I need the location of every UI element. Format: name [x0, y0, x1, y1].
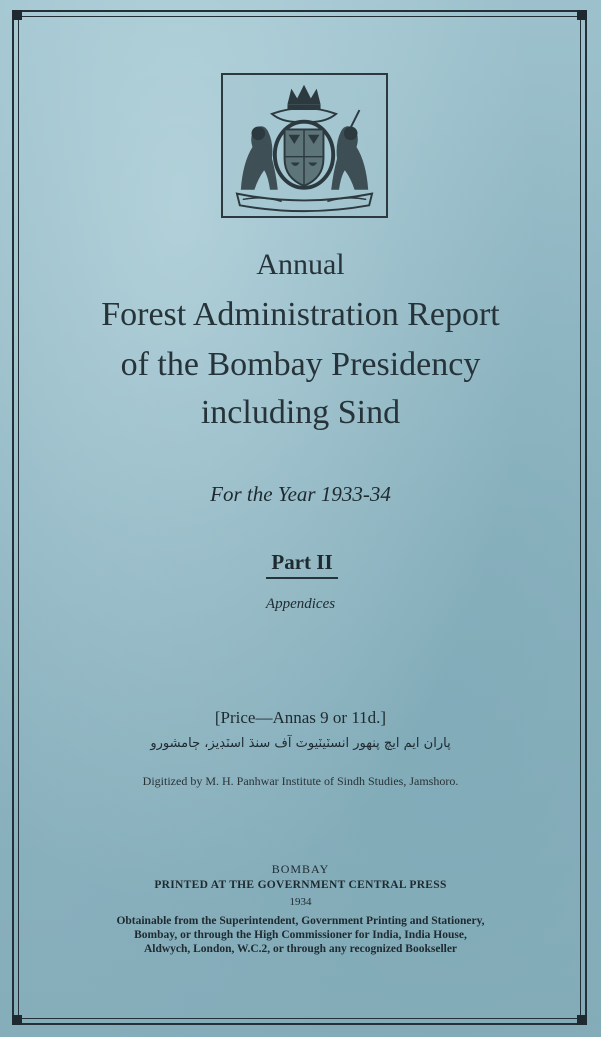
part-label: Part II — [271, 550, 333, 574]
obtainable-line-1: Obtainable from the Superintendent, Government Printing and Stationery, — [116, 915, 485, 927]
print-year: 1934 — [289, 896, 312, 908]
obtainable-line-2: Bombay, or through the High Commissioner for India, India House, — [134, 929, 467, 941]
place-of-printing: BOMBAY — [271, 862, 330, 876]
royal-coat-of-arms-crest — [221, 73, 388, 218]
price-line: [Price—Annas 9 or 11d.] — [214, 708, 387, 727]
title-line-sind: including Sind — [200, 394, 401, 431]
appendices-subtitle: Appendices — [265, 596, 336, 612]
report-year: For the Year 1933-34 — [210, 482, 391, 506]
corner-ornament — [577, 10, 587, 20]
printer-line: PRINTED AT THE GOVERNMENT CENTRAL PRESS — [154, 879, 447, 891]
corner-ornament — [12, 1015, 22, 1025]
title-line-annual: Annual — [256, 248, 345, 281]
obtainable-line-3: Aldwych, London, W.C.2, or through any recognized Bookseller — [143, 943, 458, 955]
corner-ornament — [577, 1015, 587, 1025]
title-line-presidency: of the Bombay Presidency — [120, 346, 481, 383]
digitized-by-line: Digitized by M. H. Panhwar Institute of Sindh Studies, Jamshoro. — [142, 774, 459, 788]
institute-stamp-sindhi: پاران ایم ایچ پنهور انسٽيٽيوٽ آف سنڌ اسٽڊيز، ڄامشورو — [150, 736, 451, 751]
corner-ornament — [12, 10, 22, 20]
title-line-report: Forest Administration Report — [101, 296, 500, 333]
part-underline — [266, 577, 338, 579]
obtainable-from-notice — [50, 914, 551, 956]
